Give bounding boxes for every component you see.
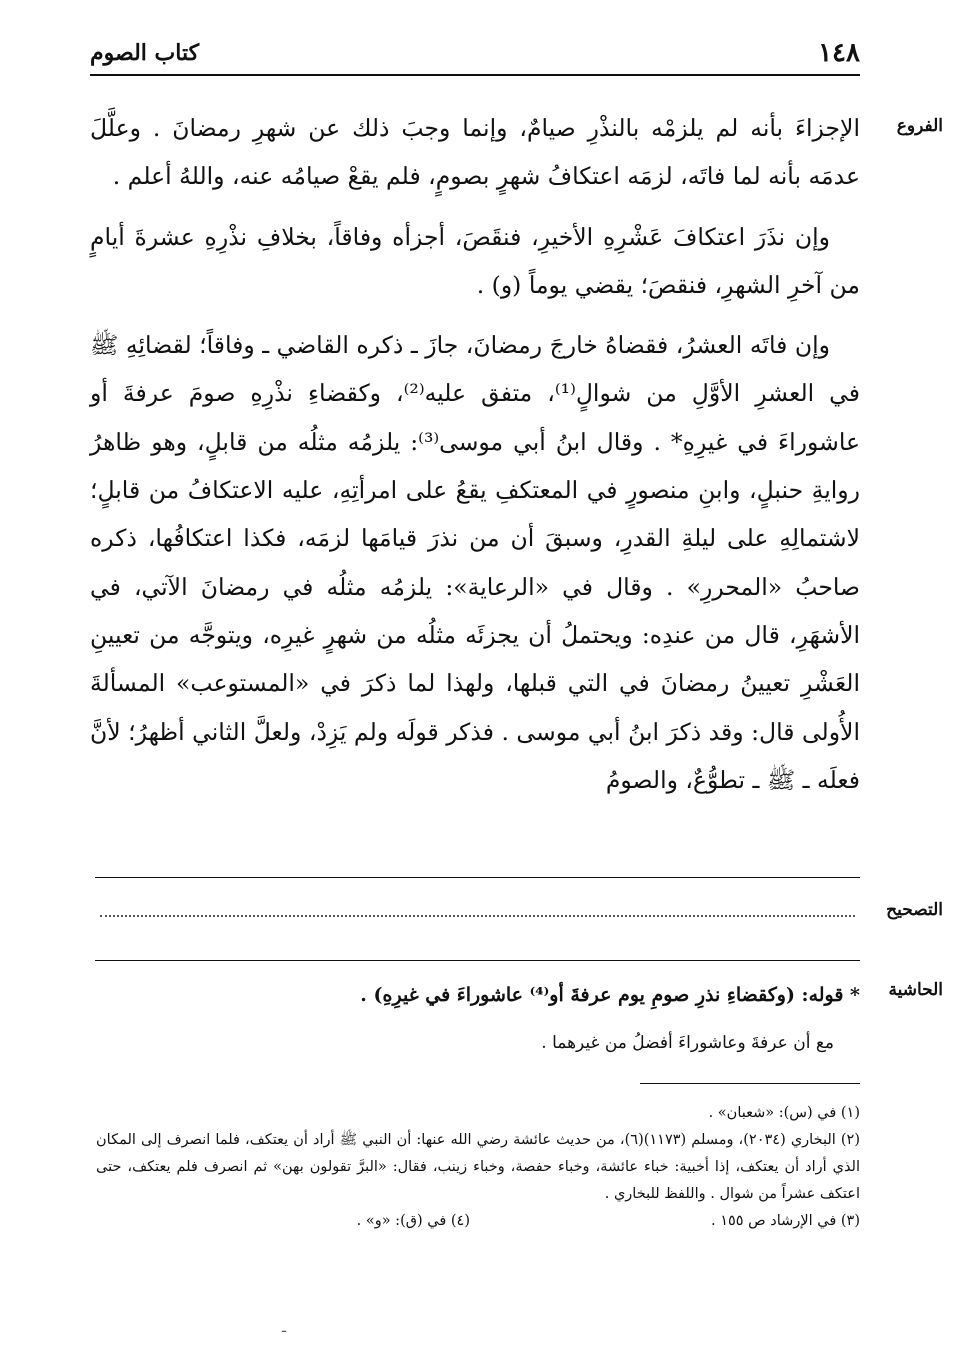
page-header bbox=[90, 38, 860, 78]
footnote-4: (٤) في (ق): «و» . bbox=[356, 1213, 470, 1229]
book-title: كتاب الصوم bbox=[90, 40, 200, 66]
hashiya-quote: * قوله: (وكقضاءِ نذرِ صومِ يوم عرفةَ أو⁽⁴⁾ عاشوراءَ في غيرِهِ) . bbox=[360, 984, 860, 1006]
tashih-bottom-rule bbox=[95, 960, 860, 961]
tashih-dotted-line bbox=[100, 915, 855, 917]
hashiya-note: مع أن عرفةَ وعاشوراءَ أفضلُ من غيرهما . bbox=[541, 1033, 834, 1053]
main-bottom-rule bbox=[95, 877, 860, 878]
hashiya-section bbox=[90, 980, 860, 1058]
page-number: ١٤٨ bbox=[818, 38, 860, 68]
footnote-row-3-4 bbox=[96, 1208, 860, 1236]
side-label-hashiya: الحاشية bbox=[888, 980, 943, 1000]
side-label-furu: الفروع bbox=[896, 116, 943, 136]
main-paragraph-2: وإن نذَرَ اعتكافَ عَشْرِهِ الأخيرِ، فنقَصَ، أجزأه وفاقاً، بخلافِ نذْرِهِ عشرةَ أيامٍ من آخرِ الشهرِ، فنقصَ؛ يقضي يوماً (و) . bbox=[90, 222, 860, 299]
main-paragraph-3: وإن فاتَه العشرُ، فقضاهُ خارجَ رمضانَ، جازَ ـ ذكره القاضي ـ وفاقاً؛ لقضائِهِ ﷺ في العشرِ الأوَّلِ من شوالٍ⁽¹⁾، متفق عليه⁽²⁾، وكقضاءِ نذْرِهِ صومَ عرفةَ أو عاشوراءَ في غيرِهِ* . وقال ابنُ أبي موسى⁽³⁾: يلزمُه مثلُه من قابلٍ، وهو ظاهرُ روايةِ حنبلٍ، وابنِ منصورٍ في المعتكفِ يقعُ على امرأتِهِ، عليه الاعتكافُ من قابلٍ؛ لاشتمالِهِ على ليلةِ القدرِ، وسبقَ أن من نذرَ قيامَها لزمَه، فكذا اعتكافُها، ذكره صاحبُ «المحررِ» . وقال في «الرعاية»: يلزمُه مثلُه في رمضانَ الآتي، في الأشهَرِ، قال من عندِه: ويحتملُ أن يجزئَه مثلُه من شهرٍ غيرِه، ويتوجَّه من تعيينِ العَشْرِ تعيينُ رمضانَ في التي قبلها، ولهذا لما ذكرَ في «المستوعب» المسألةَ الأُولى قال: وقد ذكرَ ابنُ أبي موسى . فذكر قولَه ولم يَزِدْ، ولعلَّ الثاني أظهرُ؛ لأنَّ فعلَه ـ ﷺ ـ تطوُّعٌ، والصومُ bbox=[90, 331, 860, 794]
stray-mark: ـ bbox=[282, 1320, 287, 1336]
footnote-3: (٣) في الإرشاد ص ١٥٥ . bbox=[710, 1213, 860, 1229]
header-rule bbox=[90, 74, 860, 76]
main-paragraph-1: الإجزاءَ بأنه لم يلزمْه بالنذْرِ صيامٌ، وإنما وجبَ ذلك عن شهرِ رمضانَ . وعلَّلَ عدمَه بأنه لما فاتَه، لزمَه اعتكافُ شهرٍ بصومٍ، فلم يقعْ صيامُه عنه، واللهُ أعلم . bbox=[90, 114, 860, 191]
footnote-2: (٢) البخاري (٢٠٣٤)، ومسلم (١١٧٣)(٦)، من حديث عائشة رضي الله عنها: أن النبي ﷺ أراد أن يعتكف، فلما انصرف إلى المكان الذي أراد أن يعتكف، إذا أخبية: خباء عائشة، وخباء حفصة، وخباء زينب، فقال: «البرَّ تقولون بهن» ثم انصرف فلم يعتكف، حتى اعتكف عشراً من شوال . واللفظ للبخاري . bbox=[96, 1132, 860, 1202]
main-text bbox=[90, 104, 860, 816]
footnotes bbox=[96, 1100, 860, 1236]
footnote-rule bbox=[640, 1083, 860, 1084]
side-label-tashih: التصحيح bbox=[886, 900, 943, 920]
footnote-1: (١) في (س): «شعبان» . bbox=[708, 1105, 860, 1121]
